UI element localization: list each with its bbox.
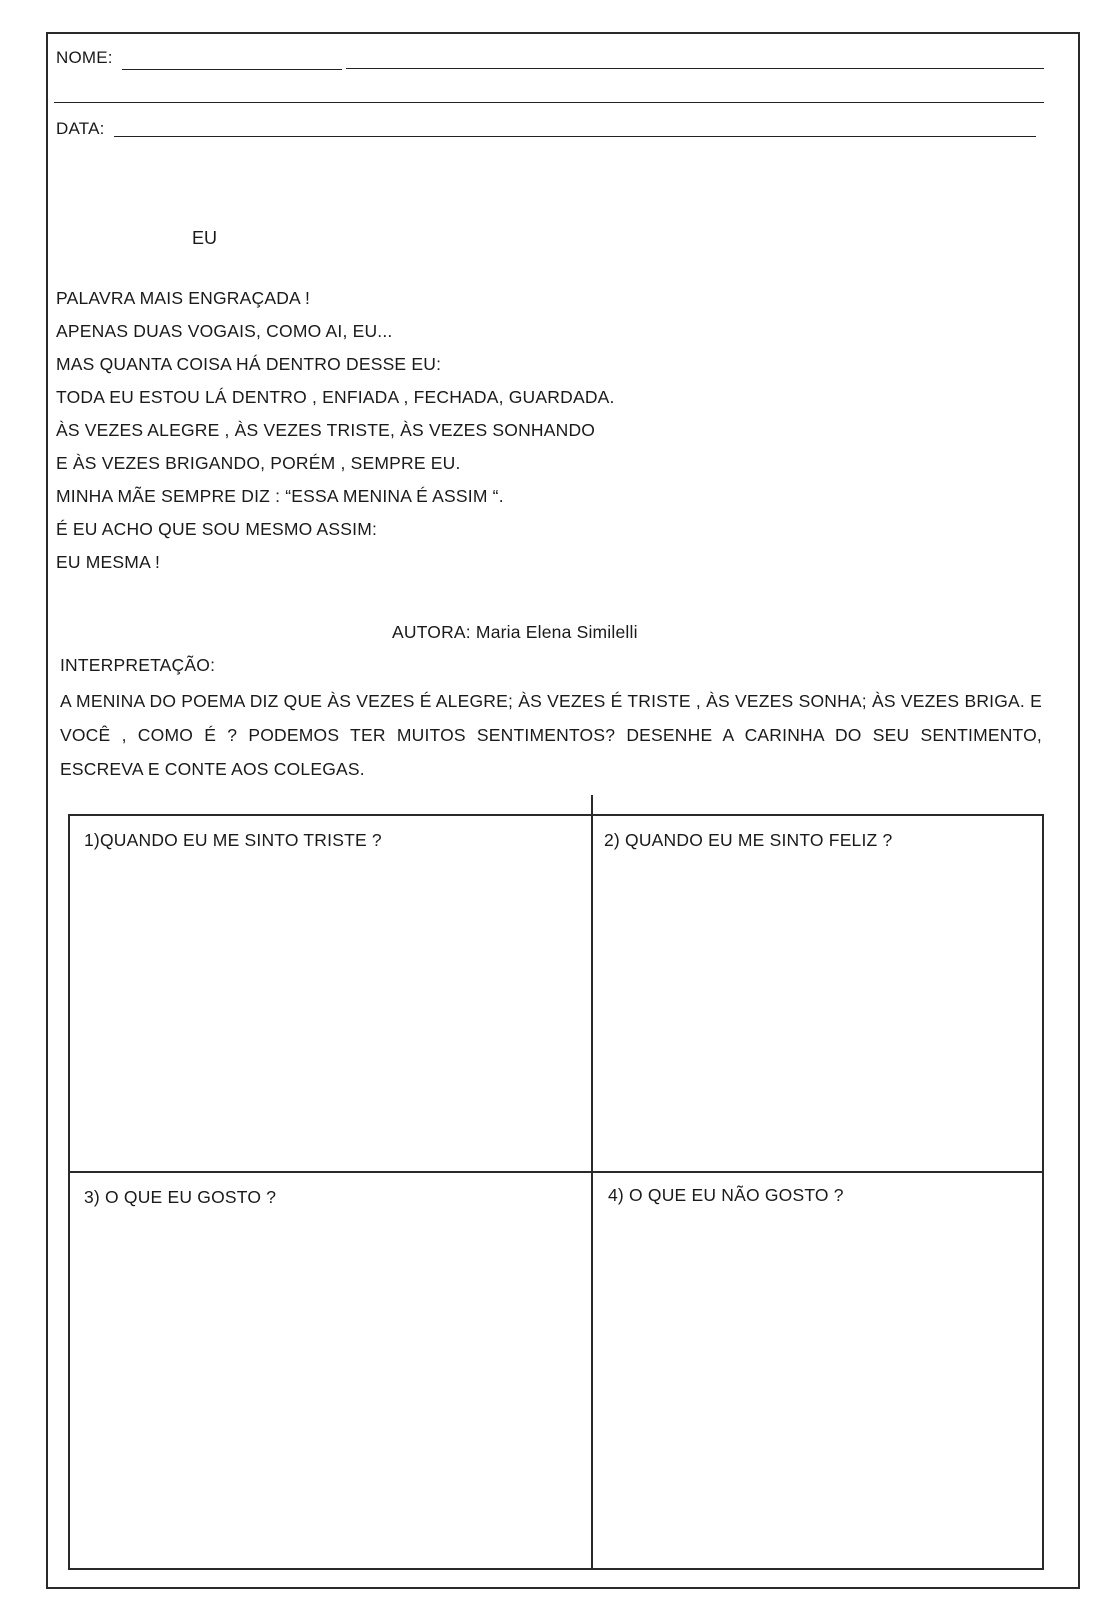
poem-line: E ÀS VEZES BRIGANDO, PORÉM , SEMPRE EU. bbox=[56, 453, 461, 473]
poem-line: PALAVRA MAIS ENGRAÇADA ! bbox=[56, 288, 311, 308]
name-line-3[interactable] bbox=[54, 102, 1044, 103]
poem-line: É EU ACHO QUE SOU MESMO ASSIM: bbox=[56, 519, 378, 539]
date-line[interactable] bbox=[114, 136, 1036, 137]
poem-line: APENAS DUAS VOGAIS, COMO AI, EU... bbox=[56, 321, 393, 341]
box-likes-label: 3) O QUE EU GOSTO ? bbox=[84, 1187, 277, 1207]
interpretation-text: A MENINA DO POEMA DIZ QUE ÀS VEZES É ALEGRE; ÀS VEZES É TRISTE , ÀS VEZES SONHA; ÀS VEZES BRIGA. E VOCÊ , COMO É ? PODEMOS TER MUITOS SENTIMENTOS? DESENHE A CARINHA DO SEU SENTIMENTO, ESCREVA E CONTE AOS COLEGAS. bbox=[60, 691, 1042, 779]
grid-divider-vertical bbox=[591, 795, 593, 1570]
name-line-2[interactable] bbox=[346, 68, 1044, 69]
poem-author: AUTORA: Maria Elena Similelli bbox=[392, 622, 638, 642]
poem-line: EU MESMA ! bbox=[56, 552, 161, 572]
name-label: NOME: bbox=[56, 48, 113, 67]
box-happy-label: 2) QUANDO EU ME SINTO FELIZ ? bbox=[604, 830, 893, 850]
poem-title: EU bbox=[192, 228, 218, 248]
date-label: DATA: bbox=[56, 119, 105, 138]
box-dislikes-label: 4) O QUE EU NÃO GOSTO ? bbox=[608, 1185, 844, 1205]
name-line-1[interactable] bbox=[122, 69, 342, 70]
interpretation-heading: INTERPRETAÇÃO: bbox=[60, 655, 216, 675]
grid-divider-horizontal bbox=[68, 1171, 1044, 1173]
poem-line: TODA EU ESTOU LÁ DENTRO , ENFIADA , FECHADA, GUARDADA. bbox=[56, 387, 615, 407]
poem-line: MINHA MÃE SEMPRE DIZ : “ESSA MENINA É ASSIM “. bbox=[56, 486, 504, 506]
poem-body bbox=[56, 282, 615, 579]
box-sad-label: 1)QUANDO EU ME SINTO TRISTE ? bbox=[84, 830, 382, 850]
poem-line: ÀS VEZES ALEGRE , ÀS VEZES TRISTE, ÀS VEZES SONHANDO bbox=[56, 420, 596, 440]
poem-line: MAS QUANTA COISA HÁ DENTRO DESSE EU: bbox=[56, 354, 442, 374]
